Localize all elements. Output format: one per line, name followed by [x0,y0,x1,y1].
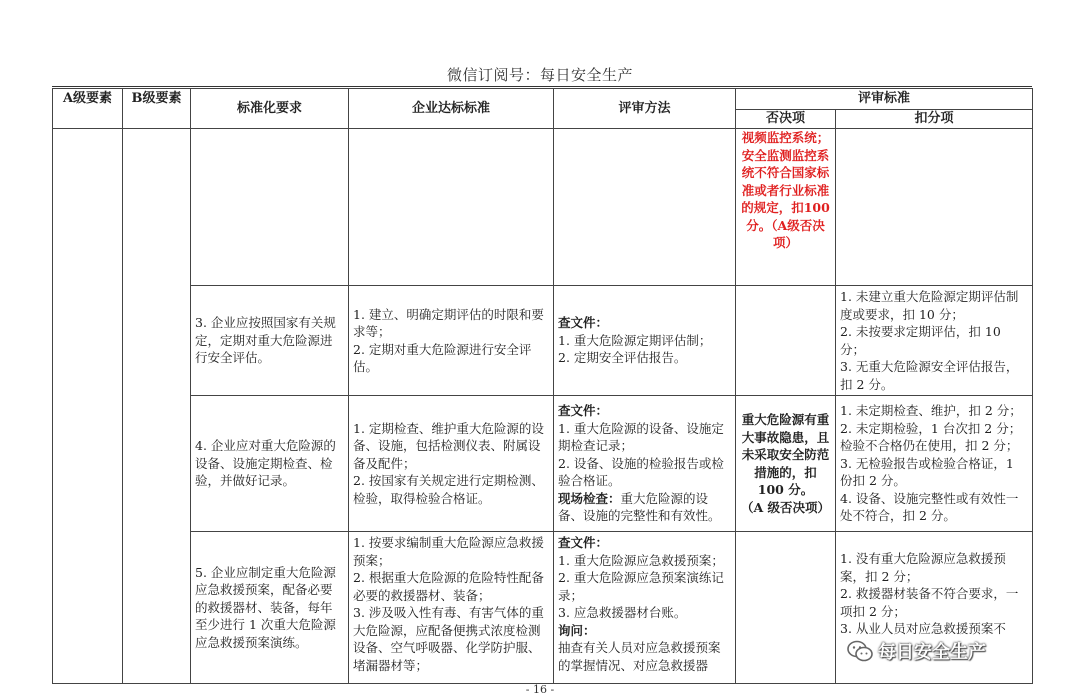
method-item: 1. 重大危险源的设备、设施定期检查记录； [558,420,724,454]
deduction-item: 2. 未按要求定期评估，扣 10 分； [840,324,1001,357]
col-company-standard: 企业达标标准 [349,89,554,129]
method-heading: 现场检查： [558,490,621,506]
col-requirement: 标准化要求 [191,89,349,129]
standard-item: 3. 涉及吸入性有毒、有害气体的重大危险源，应配备便携式浓度检测设备、空气呼吸器、化学防护服、堵漏器材等； [353,605,544,673]
method-item: 重大危险源的设备、设施的完整性和有效性。 [558,490,721,524]
col-review-standard: 评审标准 [736,89,1033,110]
header-rule [52,86,1032,87]
veto-cell [736,532,836,684]
table-row [53,286,1033,396]
header-row-1 [53,89,1033,110]
method-cell [554,396,736,532]
method-item: 2. 设备、设施的检验报告或检验合格证。 [558,455,724,489]
deduction-item: 4. 设备、设施完整性或有效性一处不符合，扣 2 分。 [840,490,1019,524]
requirement-cell: 5. 企业应制定重大危险源应急救援预案，配备必要的救援器材、装备，每年至少进行 1 次重大危险源应急救援预案演练。 [191,532,349,684]
standard-item: 1. 按要求编制重大危险源应急救援预案； [353,535,544,568]
requirement-cell: 3. 企业应按照国家有关规定，定期对重大危险源进行安全评估。 [191,286,349,396]
table-row [53,396,1033,532]
method-heading: 查文件： [558,315,609,331]
standard-cell [349,286,554,396]
watermark-text: 每日安全生产 [878,642,986,663]
standard-item: 1. 建立、明确定期评估的时限和要求等； [353,306,544,339]
watermark [846,636,986,666]
deduction-item: 1. 未定期检查、维护，扣 2 分； [840,403,1022,419]
method-item: 1. 重大危险源定期评估制； [558,332,712,348]
standard-cell [349,396,554,532]
deduction-item: 1. 未建立重大危险源定期评估制度或要求，扣 10 分； [840,289,1019,322]
method-cell [554,532,736,684]
method-heading: 询问： [558,622,596,638]
deduction-item: 3. 从业人员对应急救援预案不 [840,621,1006,636]
deduction-cell [836,129,1033,286]
col-deduction: 扣分项 [836,110,1033,129]
col-review-method: 评审方法 [554,89,736,129]
veto-text: 重大危险源有重大事故隐患，且未采取安全防范措施的，扣 100 分。 [741,412,830,497]
standard-item: 2. 按国家有关规定进行定期检测、检验，取得检验合格证。 [353,473,544,506]
b-level-cell [123,129,191,684]
col-b-level: B级要素 [123,89,191,129]
col-veto: 否决项 [736,110,836,129]
method-cell [554,129,736,286]
veto-text: （A 级否决项） [740,499,831,515]
method-heading: 查文件： [558,403,609,419]
method-heading: 查文件： [558,535,609,550]
col-a-level: A级要素 [53,89,123,129]
veto-cell [736,396,836,532]
page-number: - 16 - [525,683,555,696]
standard-cell [349,129,554,286]
veto-cell [736,286,836,396]
deduction-item: 1. 没有重大危险源应急救援预案，扣 2 分； [840,551,1006,584]
method-item: 3. 应急救援器材台账。 [558,605,687,620]
veto-cell [736,129,836,286]
method-cell [554,286,736,396]
page-header: 微信订阅号：每日安全生产 [446,66,633,84]
deduction-item: 3. 无检验报告或检验合格证，1 份扣 2 分。 [840,455,1014,489]
method-item: 2. 重大危险源应急预案演练记录； [558,570,724,603]
standard-item: 1. 定期检查、维护重大危险源的设备、设施，包括检测仪表、附属设备及配件； [353,420,544,471]
method-item: 抽查有关人员对应急救援预案的掌握情况、对应急救援器 [558,640,721,673]
veto-text: 安全监测监控系统不符合国家标准或者行业标准的规定，扣100分。（A级否决项） [741,147,830,250]
wechat-icon [846,639,874,663]
requirement-cell [191,129,349,286]
evaluation-table [52,88,1033,684]
standard-item: 2. 根据重大危险源的危险特性配备必要的救援器材、装备； [353,570,544,603]
deduction-cell [836,396,1033,532]
veto-text: 视频监控系统； [741,130,830,145]
deduction-item: 3. 无重大危险源安全评估报告，扣 2 分。 [840,359,1019,392]
a-level-cell [53,129,123,684]
deduction-item: 2. 救援器材装备不符合要求，一项扣 2 分； [840,586,1019,619]
requirement-cell: 4. 企业应对重大危险源的设备、设施定期检查、检验，并做好记录。 [191,396,349,532]
method-item: 2. 定期安全评估报告。 [558,350,687,366]
method-item: 1. 重大危险源应急救援预案； [558,552,724,568]
standard-cell [349,532,554,684]
deduction-item: 2. 未定期检验，1 台次扣 2 分；检验不合格仍在使用，扣 2 分； [840,420,1022,454]
standard-item: 2. 定期对重大危险源进行安全评估。 [353,341,532,374]
table-row [53,129,1033,286]
deduction-cell [836,286,1033,396]
